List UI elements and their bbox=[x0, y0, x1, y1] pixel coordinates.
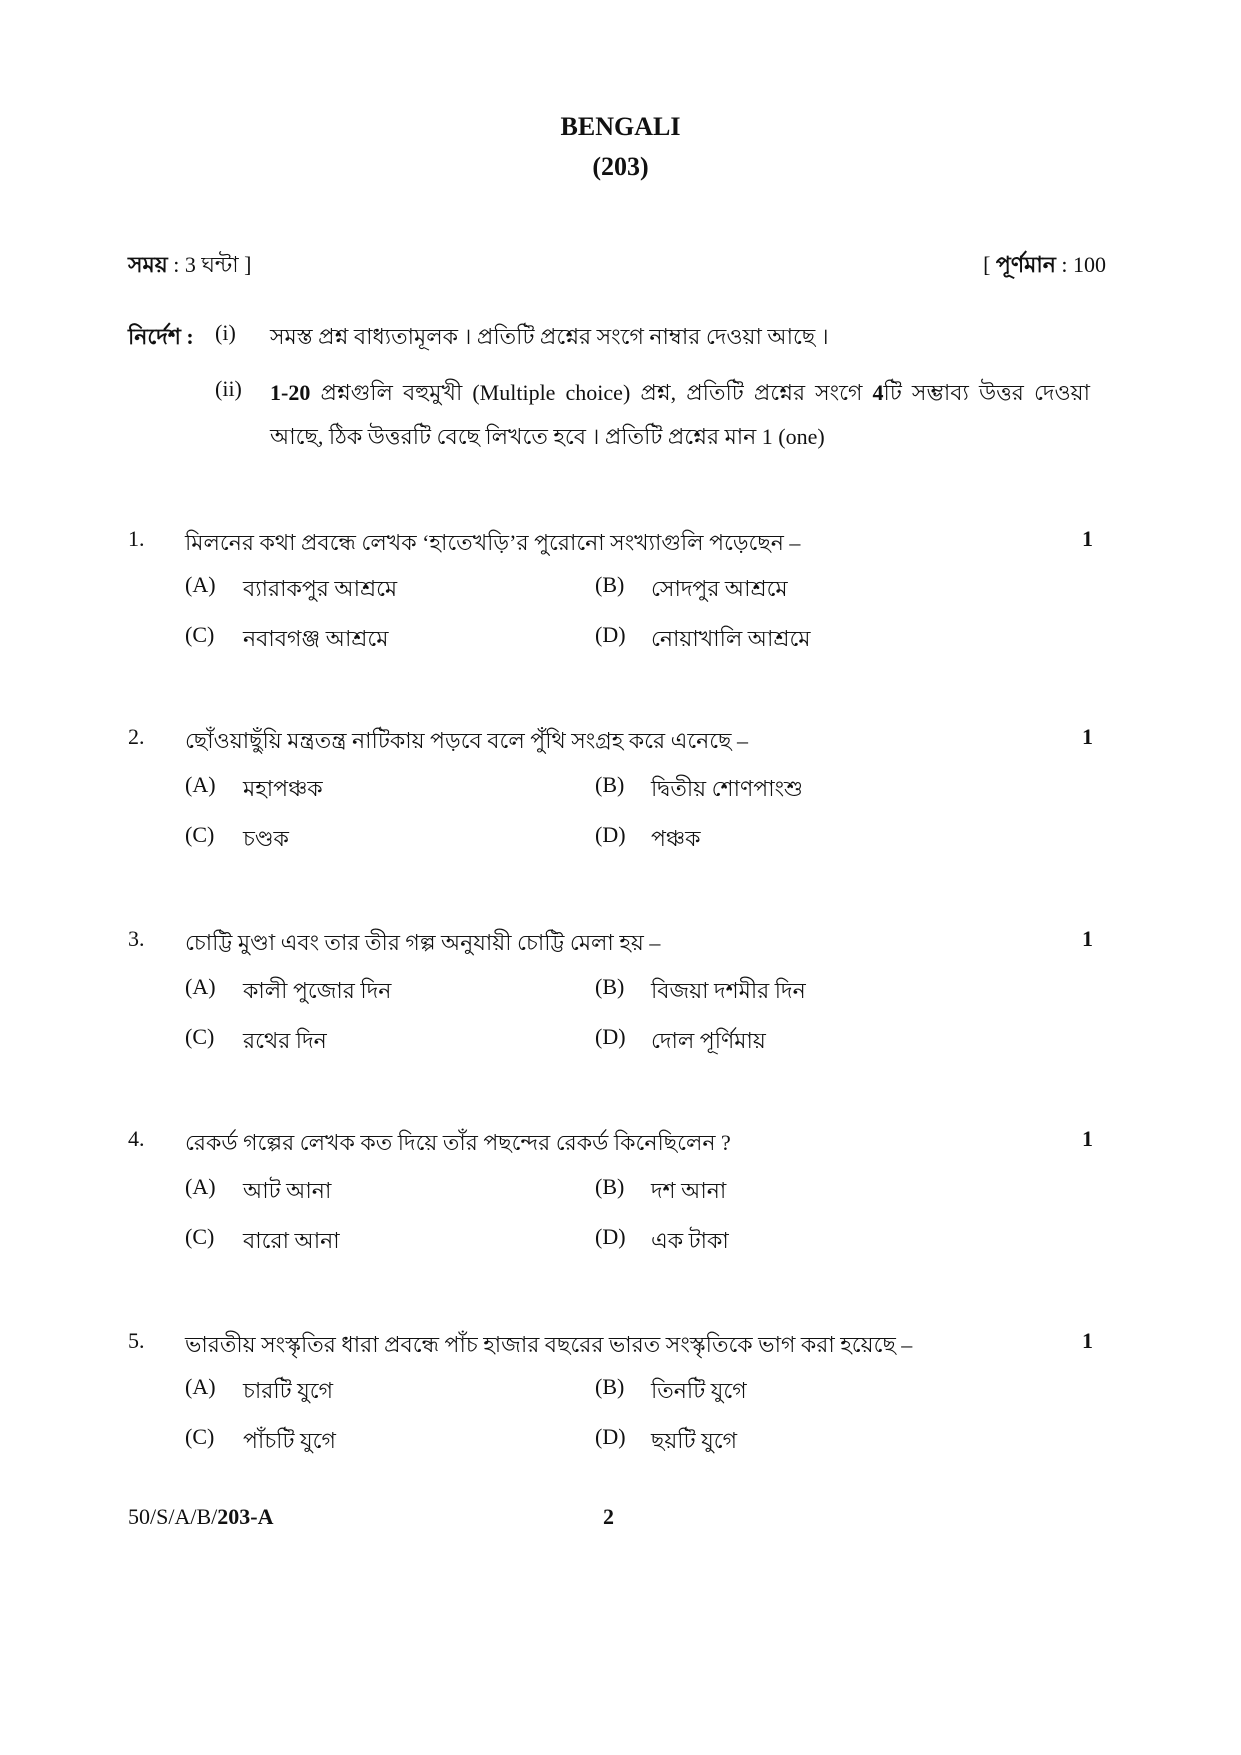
question-marks: 1 bbox=[1082, 1126, 1093, 1151]
question-number: 4. bbox=[128, 1126, 145, 1151]
option-d-text: নোয়াখালি আশ্রমে bbox=[651, 626, 811, 651]
option-c-label: (C) bbox=[185, 1424, 215, 1449]
instructions-heading-text: নির্দেশ : bbox=[128, 324, 194, 349]
option-a-label: (A) bbox=[185, 974, 216, 999]
marks-open: [ bbox=[983, 252, 991, 277]
full-marks bbox=[983, 248, 1106, 285]
question-text: রেকর্ড গল্পের লেখক কত দিয়ে তাঁর পছন্দের রেকর্ড কিনেছিলেন ? bbox=[185, 1130, 731, 1155]
option-b-label: (B) bbox=[595, 772, 625, 797]
question-text: মিলনের কথা প্রবন্ধে লেখক ‘হাতেখড়ি’র পুরোনো সংখ্যাগুলি পড়েছেন – bbox=[185, 530, 801, 555]
time-allowed bbox=[128, 248, 251, 285]
option-c-label: (C) bbox=[185, 1224, 215, 1249]
instruction-1-num: (i) bbox=[215, 320, 236, 345]
paper-code-suffix: 203-A bbox=[217, 1504, 274, 1529]
paper-code-prefix: 50/S/A/B/ bbox=[128, 1504, 218, 1529]
option-a-text: আট আনা bbox=[243, 1178, 332, 1203]
option-d-text: পঞ্চক bbox=[651, 826, 701, 851]
question-marks: 1 bbox=[1082, 724, 1093, 749]
option-c-text: রথের দিন bbox=[243, 1028, 327, 1053]
paper-code bbox=[128, 1504, 273, 1530]
option-count: 4 bbox=[872, 380, 884, 405]
option-a-text: কালী পুজোর দিন bbox=[243, 978, 392, 1003]
option-b-label: (B) bbox=[595, 1174, 625, 1199]
option-c-text: বারো আনা bbox=[243, 1228, 340, 1253]
instruction-2-num: (ii) bbox=[215, 376, 242, 401]
option-a-text: ব্যারাকপুর আশ্রমে bbox=[243, 576, 398, 601]
time-value: : 3 ঘন্টা ] bbox=[173, 252, 252, 277]
question-marks: 1 bbox=[1082, 526, 1093, 551]
option-a-text: মহাপঞ্চক bbox=[243, 776, 323, 801]
option-a-label: (A) bbox=[185, 1174, 216, 1199]
option-d-label: (D) bbox=[595, 822, 626, 847]
option-d-label: (D) bbox=[595, 1424, 626, 1449]
question-number: 2. bbox=[128, 724, 145, 749]
instruction-2-line2: আছে, ঠিক উত্তরটি বেছে লিখতে হবে । প্রতিটি প্রশ্নের মান 1 (one) bbox=[270, 424, 825, 449]
option-d-text: ছয়টি যুগে bbox=[651, 1428, 738, 1453]
question-number: 1. bbox=[128, 526, 145, 551]
question-text: চোট্টি মুণ্ডা এবং তার তীর গল্প অনুযায়ী চোট্টি মেলা হয় – bbox=[185, 930, 661, 955]
question-number: 3. bbox=[128, 926, 145, 951]
option-c-label: (C) bbox=[185, 622, 215, 647]
instruction-2-text-b: টি সম্ভাব্য উত্তর দেওয়া bbox=[883, 380, 1091, 405]
option-b-text: দ্বিতীয় শোণপাংশু bbox=[651, 776, 803, 801]
time-label: সময় bbox=[128, 252, 168, 277]
option-b-text: তিনটি যুগে bbox=[651, 1378, 747, 1403]
marks-label: পূর্ণমান bbox=[995, 252, 1056, 277]
option-d-text: দোল পূর্ণিমায় bbox=[651, 1028, 766, 1053]
option-b-text: দশ আনা bbox=[651, 1178, 727, 1203]
subject-title: BENGALI bbox=[560, 112, 681, 141]
option-b-label: (B) bbox=[595, 1374, 625, 1399]
option-d-text: এক টাকা bbox=[651, 1228, 729, 1253]
question-text: ছোঁওয়াছুঁয়ি মন্ত্রতন্ত্র নাটিকায় পড়বে বলে পুঁথি সংগ্রহ করে এনেছে – bbox=[185, 728, 748, 753]
option-d-label: (D) bbox=[595, 622, 626, 647]
question-text: ভারতীয় সংস্কৃতির ধারা প্রবন্ধে পাঁচ হাজার বছরের ভারত সংস্কৃতিকে ভাগ করা হয়েছে – bbox=[185, 1332, 913, 1357]
question-number: 5. bbox=[128, 1328, 145, 1353]
option-b-text: সোদপুর আশ্রমে bbox=[651, 576, 788, 601]
option-a-label: (A) bbox=[185, 772, 216, 797]
option-c-text: নবাবগঞ্জ আশ্রমে bbox=[243, 626, 389, 651]
marks-value: : 100 bbox=[1061, 252, 1106, 277]
option-c-label: (C) bbox=[185, 822, 215, 847]
instruction-2-text-a: প্রশ্নগুলি বহুমুখী (Multiple choice) প্রশ্ন, প্রতিটি প্রশ্নের সংগে bbox=[320, 380, 863, 405]
option-c-label: (C) bbox=[185, 1024, 215, 1049]
option-b-text: বিজয়া দশমীর দিন bbox=[651, 978, 806, 1003]
option-a-label: (A) bbox=[185, 1374, 216, 1399]
instruction-2-line1 bbox=[270, 376, 1090, 413]
option-b-label: (B) bbox=[595, 974, 625, 999]
page-number: 2 bbox=[603, 1504, 614, 1529]
option-d-label: (D) bbox=[595, 1024, 626, 1049]
option-a-label: (A) bbox=[185, 572, 216, 597]
option-d-label: (D) bbox=[595, 1224, 626, 1249]
question-marks: 1 bbox=[1082, 1328, 1093, 1353]
option-c-text: পাঁচটি যুগে bbox=[243, 1428, 336, 1453]
option-b-label: (B) bbox=[595, 572, 625, 597]
question-marks: 1 bbox=[1082, 926, 1093, 951]
question-range: 1-20 bbox=[270, 380, 311, 405]
option-c-text: চণ্ডক bbox=[243, 826, 289, 851]
subject-code: (203) bbox=[592, 152, 649, 181]
instructions-heading bbox=[128, 320, 194, 357]
instruction-1-text: সমস্ত প্রশ্ন বাধ্যতামূলক । প্রতিটি প্রশ্নের সংগে নাম্বার দেওয়া আছে । bbox=[270, 324, 829, 349]
option-a-text: চারটি যুগে bbox=[243, 1378, 334, 1403]
